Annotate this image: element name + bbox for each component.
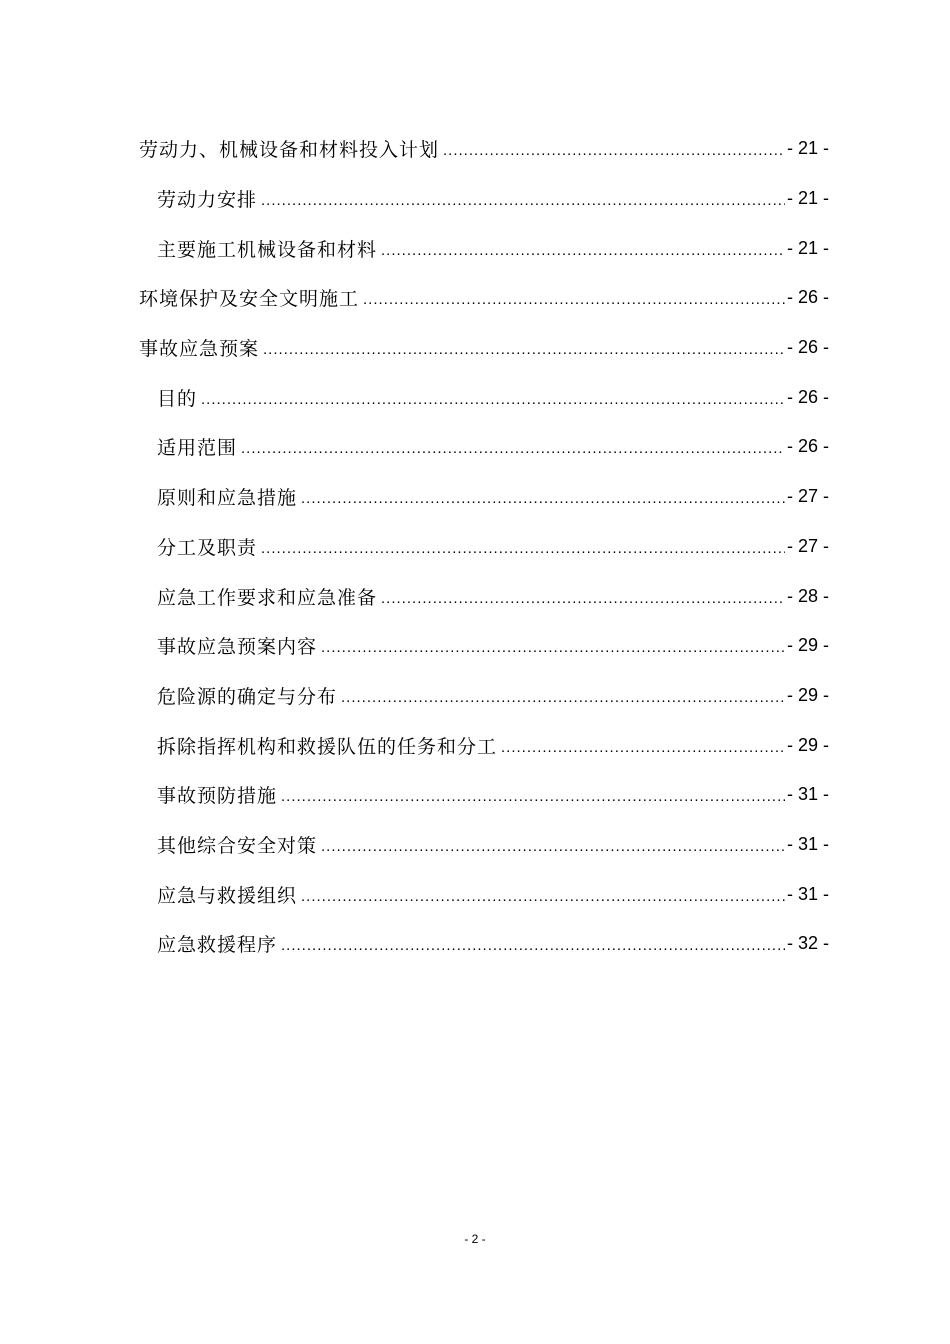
- toc-entry-title: 其他综合安全对策: [157, 834, 318, 857]
- toc-leader-dots: [201, 391, 785, 408]
- toc-entry[interactable]: [139, 422, 829, 472]
- toc-leader-dots: [321, 639, 785, 656]
- toc-entry[interactable]: [139, 919, 829, 969]
- toc-entry-page: - 21 -: [786, 138, 829, 159]
- toc-entry-title: 原则和应急措施: [157, 487, 298, 510]
- toc-entry[interactable]: [139, 770, 829, 820]
- toc-entry-title: 环境保护及安全文明施工: [139, 288, 360, 311]
- toc-entry[interactable]: [139, 124, 829, 174]
- toc-leader-dots: [241, 440, 785, 457]
- toc-leader-dots: [281, 937, 785, 954]
- toc-entry-title: 应急工作要求和应急准备: [157, 586, 378, 609]
- toc-entry[interactable]: [139, 223, 829, 273]
- toc-leader-dots: [501, 739, 785, 756]
- toc-entry-page: - 27 -: [786, 535, 829, 556]
- toc-entry-page: - 32 -: [786, 933, 829, 954]
- toc-entry-page: - 29 -: [786, 734, 829, 755]
- toc-entry-page: - 21 -: [786, 188, 829, 209]
- toc-entry-title: 应急与救援组织: [157, 884, 298, 907]
- toc-entry[interactable]: [139, 671, 829, 721]
- toc-entry[interactable]: [139, 372, 829, 422]
- table-of-contents: [139, 124, 829, 969]
- toc-leader-dots: [301, 490, 785, 507]
- toc-entry[interactable]: [139, 273, 829, 323]
- toc-entry[interactable]: [139, 621, 829, 671]
- toc-entry[interactable]: [139, 472, 829, 522]
- toc-entry[interactable]: [139, 174, 829, 224]
- toc-entry-title: 应急救援程序: [157, 934, 278, 957]
- toc-leader-dots: [381, 590, 785, 607]
- toc-leader-dots: [321, 838, 785, 855]
- toc-entry-title: 危险源的确定与分布: [157, 685, 338, 708]
- toc-entry-page: - 28 -: [786, 585, 829, 606]
- toc-entry-title: 事故预防措施: [157, 785, 278, 808]
- toc-leader-dots: [341, 689, 785, 706]
- toc-entry[interactable]: [139, 720, 829, 770]
- toc-entry[interactable]: [139, 869, 829, 919]
- toc-leader-dots: [263, 341, 785, 358]
- toc-entry-page: - 26 -: [786, 337, 829, 358]
- toc-entry-page: - 29 -: [786, 684, 829, 705]
- toc-entry-title: 事故应急预案内容: [157, 636, 318, 659]
- toc-entry-page: - 26 -: [786, 386, 829, 407]
- toc-entry-page: - 26 -: [786, 287, 829, 308]
- toc-leader-dots: [301, 888, 785, 905]
- toc-entry-page: - 21 -: [786, 237, 829, 258]
- toc-entry-page: - 26 -: [786, 436, 829, 457]
- toc-leader-dots: [363, 291, 785, 308]
- toc-entry-page: - 31 -: [786, 883, 829, 904]
- toc-leader-dots: [443, 142, 785, 159]
- toc-entry-title: 事故应急预案: [139, 338, 260, 361]
- toc-entry-page: - 29 -: [786, 635, 829, 656]
- toc-entry-title: 劳动力、机械设备和材料投入计划: [139, 139, 440, 162]
- toc-entry-page: - 27 -: [786, 486, 829, 507]
- toc-entry[interactable]: [139, 323, 829, 373]
- toc-leader-dots: [261, 540, 785, 557]
- toc-entry-title: 拆除指挥机构和救援队伍的任务和分工: [157, 735, 498, 758]
- toc-entry-title: 适用范围: [157, 437, 238, 460]
- toc-leader-dots: [261, 192, 785, 209]
- toc-entry-title: 劳动力安排: [157, 189, 258, 212]
- toc-entry-title: 分工及职责: [157, 536, 258, 559]
- toc-entry-page: - 31 -: [786, 833, 829, 854]
- page-number: - 2 -: [464, 1232, 486, 1246]
- toc-leader-dots: [381, 242, 785, 259]
- toc-entry-page: - 31 -: [786, 784, 829, 805]
- toc-leader-dots: [281, 788, 785, 805]
- toc-entry-title: 目的: [157, 387, 198, 410]
- toc-entry[interactable]: [139, 522, 829, 572]
- toc-entry[interactable]: [139, 571, 829, 621]
- toc-entry-title: 主要施工机械设备和材料: [157, 238, 378, 261]
- toc-entry[interactable]: [139, 820, 829, 870]
